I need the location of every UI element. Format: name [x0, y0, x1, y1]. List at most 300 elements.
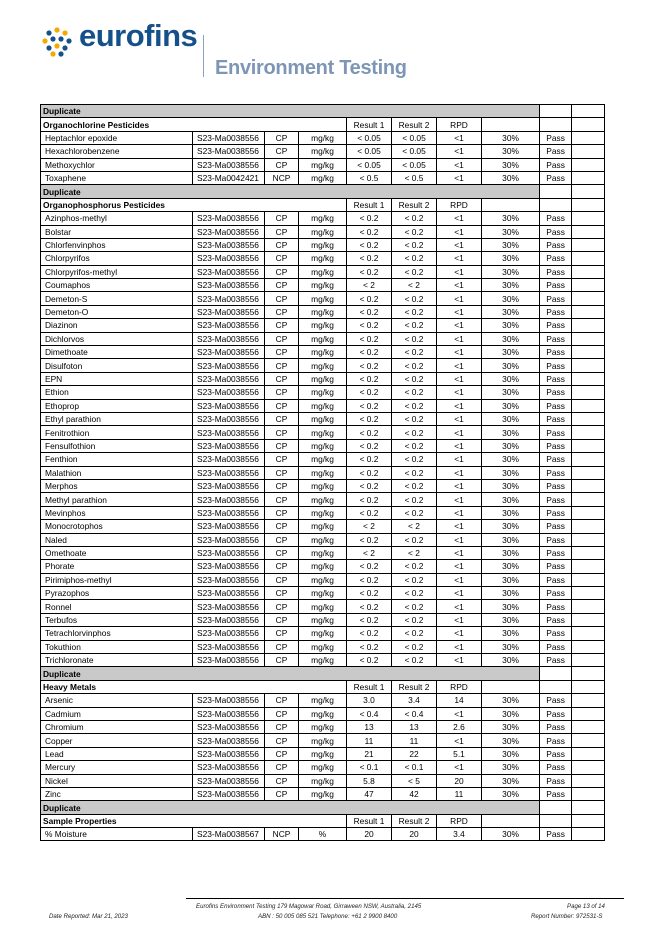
units: mg/kg: [299, 573, 347, 586]
units: mg/kg: [299, 439, 347, 452]
sample-type: CP: [265, 346, 299, 359]
rpd: <1: [437, 145, 482, 158]
table-row: [41, 372, 605, 385]
result-2: 13: [392, 720, 437, 733]
sample-type: CP: [265, 212, 299, 225]
rpd-limit: 30%: [482, 734, 540, 747]
rpd-limit: 30%: [482, 439, 540, 452]
units: mg/kg: [299, 774, 347, 787]
sample-type: CP: [265, 158, 299, 171]
analyte-name: EPN: [41, 372, 193, 385]
sample-type: CP: [265, 640, 299, 653]
result-2: < 0.1: [392, 761, 437, 774]
result-2: < 0.2: [392, 332, 437, 345]
rpd-limit: 30%: [482, 359, 540, 372]
analyte-name: Ethoprop: [41, 399, 193, 412]
pass-fail: Pass: [540, 212, 572, 225]
sample-type: CP: [265, 265, 299, 278]
column-header: Result 1: [347, 198, 392, 211]
rpd-limit: 30%: [482, 212, 540, 225]
footer-page-number: Page 13 of 14: [567, 903, 605, 910]
lab-sample-id: S23-Ma0038556: [193, 573, 265, 586]
pass-fail: Pass: [540, 654, 572, 667]
analyte-name: Fenitrothion: [41, 426, 193, 439]
units: mg/kg: [299, 587, 347, 600]
result-1: 3.0: [347, 694, 392, 707]
pass-fail: Pass: [540, 359, 572, 372]
result-2: < 0.2: [392, 533, 437, 546]
lab-sample-id: S23-Ma0038556: [193, 238, 265, 251]
table-row: [41, 386, 605, 399]
rpd: <1: [437, 158, 482, 171]
result-1: < 0.2: [347, 506, 392, 519]
rpd-limit: 30%: [482, 761, 540, 774]
rpd-limit: 30%: [482, 600, 540, 613]
rpd: 3.4: [437, 828, 482, 841]
blank-cell: [572, 265, 605, 278]
blank-cell: [540, 814, 572, 827]
sample-type: CP: [265, 546, 299, 559]
table-row: [41, 479, 605, 492]
column-header: Result 1: [347, 814, 392, 827]
rpd: <1: [437, 761, 482, 774]
result-1: 13: [347, 720, 392, 733]
table-row: [41, 546, 605, 559]
footer-divider: [186, 898, 624, 899]
units: mg/kg: [299, 238, 347, 251]
blank-cell: [572, 694, 605, 707]
analyte-name: Diazinon: [41, 319, 193, 332]
rpd-limit: 30%: [482, 707, 540, 720]
lab-sample-id: S23-Ma0038556: [193, 654, 265, 667]
lab-sample-id: S23-Ma0038556: [193, 319, 265, 332]
sample-type: CP: [265, 238, 299, 251]
blank-cell: [572, 332, 605, 345]
table-row: [41, 787, 605, 800]
sample-type: CP: [265, 466, 299, 479]
blank-cell: [572, 587, 605, 600]
analyte-name: Fenthion: [41, 453, 193, 466]
table-row: [41, 279, 605, 292]
result-1: 5.8: [347, 774, 392, 787]
table-row: [41, 399, 605, 412]
column-header: Result 2: [392, 680, 437, 693]
blank-cell: [540, 198, 572, 211]
analyte-name: Chlorpyrifos: [41, 252, 193, 265]
pass-fail: Pass: [540, 225, 572, 238]
units: mg/kg: [299, 694, 347, 707]
units: mg/kg: [299, 158, 347, 171]
rpd-limit: 30%: [482, 479, 540, 492]
result-2: 20: [392, 828, 437, 841]
duplicate-header-row: [41, 801, 605, 814]
blank-cell: [482, 118, 540, 131]
sample-type: CP: [265, 131, 299, 144]
blank-cell: [572, 212, 605, 225]
blank-cell: [572, 560, 605, 573]
blank-cell: [572, 386, 605, 399]
rpd-limit: 30%: [482, 720, 540, 733]
result-2: < 0.2: [392, 506, 437, 519]
rpd-limit: 30%: [482, 573, 540, 586]
lab-sample-id: S23-Ma0038556: [193, 158, 265, 171]
logo-wordmark: eurofins: [79, 18, 198, 53]
result-1: < 0.2: [347, 372, 392, 385]
sample-type: NCP: [265, 171, 299, 184]
pass-fail: Pass: [540, 372, 572, 385]
table-row: [41, 292, 605, 305]
rpd-limit: 30%: [482, 265, 540, 278]
analyte-name: Tetrachlorvinphos: [41, 627, 193, 640]
analyte-name: Arsenic: [41, 694, 193, 707]
table-row: [41, 252, 605, 265]
blank-cell: [572, 185, 605, 198]
rpd-limit: 30%: [482, 158, 540, 171]
duplicate-label: Duplicate: [41, 667, 540, 680]
column-header: Result 2: [392, 118, 437, 131]
blank-cell: [572, 225, 605, 238]
blank-cell: [482, 680, 540, 693]
blank-cell: [572, 292, 605, 305]
lab-sample-id: S23-Ma0038556: [193, 734, 265, 747]
units: mg/kg: [299, 212, 347, 225]
table-row: [41, 131, 605, 144]
blank-cell: [572, 627, 605, 640]
rpd-limit: 30%: [482, 279, 540, 292]
blank-cell: [572, 305, 605, 318]
sample-type: NCP: [265, 828, 299, 841]
analyte-name: Tokuthion: [41, 640, 193, 653]
rpd: <1: [437, 453, 482, 466]
rpd-limit: 30%: [482, 747, 540, 760]
qc-results-table: [40, 104, 605, 841]
table-row: [41, 453, 605, 466]
result-1: < 0.2: [347, 359, 392, 372]
analyte-name: Ethyl parathion: [41, 412, 193, 425]
rpd-limit: 30%: [482, 252, 540, 265]
lab-sample-id: S23-Ma0038556: [193, 747, 265, 760]
rpd: <1: [437, 533, 482, 546]
blank-cell: [482, 814, 540, 827]
blank-cell: [572, 680, 605, 693]
result-2: < 0.2: [392, 359, 437, 372]
blank-cell: [572, 613, 605, 626]
pass-fail: Pass: [540, 265, 572, 278]
lab-sample-id: S23-Ma0038556: [193, 694, 265, 707]
footer-report-number: Report Number: 972531-S: [531, 913, 603, 920]
table-row: [41, 493, 605, 506]
analyte-name: Heptachlor epoxide: [41, 131, 193, 144]
lab-sample-id: S23-Ma0038556: [193, 453, 265, 466]
blank-cell: [540, 185, 572, 198]
lab-sample-id: S23-Ma0038556: [193, 372, 265, 385]
analyte-name: Pirimiphos-methyl: [41, 573, 193, 586]
result-2: < 0.2: [392, 439, 437, 452]
units: mg/kg: [299, 720, 347, 733]
column-header: RPD: [437, 118, 482, 131]
blank-cell: [572, 814, 605, 827]
blank-cell: [572, 573, 605, 586]
table-row: [41, 600, 605, 613]
table-row: [41, 359, 605, 372]
logo-subtitle: Environment Testing: [215, 57, 407, 79]
rpd: <1: [437, 265, 482, 278]
sample-type: CP: [265, 506, 299, 519]
pass-fail: Pass: [540, 613, 572, 626]
result-2: < 0.2: [392, 252, 437, 265]
pass-fail: Pass: [540, 305, 572, 318]
blank-cell: [572, 707, 605, 720]
units: mg/kg: [299, 346, 347, 359]
table-row: [41, 520, 605, 533]
result-1: < 0.2: [347, 439, 392, 452]
rpd-limit: 30%: [482, 774, 540, 787]
units: mg/kg: [299, 654, 347, 667]
result-1: < 2: [347, 279, 392, 292]
sample-type: CP: [265, 426, 299, 439]
analyte-name: Methoxychlor: [41, 158, 193, 171]
units: mg/kg: [299, 453, 347, 466]
rpd-limit: 30%: [482, 546, 540, 559]
result-1: < 2: [347, 546, 392, 559]
lab-sample-id: S23-Ma0038556: [193, 292, 265, 305]
rpd: <1: [437, 359, 482, 372]
blank-cell: [572, 546, 605, 559]
rpd-limit: 30%: [482, 399, 540, 412]
table-row: [41, 265, 605, 278]
result-1: < 0.2: [347, 265, 392, 278]
analyte-name: Dimethoate: [41, 346, 193, 359]
table-row: [41, 707, 605, 720]
rpd: <1: [437, 386, 482, 399]
lab-sample-id: S23-Ma0038556: [193, 707, 265, 720]
lab-sample-id: S23-Ma0038556: [193, 399, 265, 412]
rpd-limit: 30%: [482, 145, 540, 158]
table-row: [41, 828, 605, 841]
result-1: < 0.2: [347, 305, 392, 318]
result-1: < 0.2: [347, 319, 392, 332]
result-2: < 0.2: [392, 426, 437, 439]
rpd: 2.6: [437, 720, 482, 733]
rpd: <1: [437, 131, 482, 144]
rpd: <1: [437, 546, 482, 559]
table-row: [41, 747, 605, 760]
sample-type: CP: [265, 707, 299, 720]
result-1: < 0.2: [347, 466, 392, 479]
sample-type: CP: [265, 386, 299, 399]
result-2: < 0.2: [392, 654, 437, 667]
result-1: < 0.2: [347, 640, 392, 653]
pass-fail: Pass: [540, 533, 572, 546]
lab-sample-id: S23-Ma0038556: [193, 412, 265, 425]
sample-type: CP: [265, 520, 299, 533]
analyte-name: Demeton-O: [41, 305, 193, 318]
sample-type: CP: [265, 412, 299, 425]
blank-cell: [572, 640, 605, 653]
lab-sample-id: S23-Ma0038556: [193, 560, 265, 573]
pass-fail: Pass: [540, 131, 572, 144]
analyte-name: Lead: [41, 747, 193, 760]
pass-fail: Pass: [540, 600, 572, 613]
rpd: <1: [437, 292, 482, 305]
rpd-limit: 30%: [482, 654, 540, 667]
blank-cell: [572, 654, 605, 667]
rpd: <1: [437, 252, 482, 265]
column-header: Result 1: [347, 680, 392, 693]
analyte-name: Mevinphos: [41, 506, 193, 519]
lab-sample-id: S23-Ma0038556: [193, 720, 265, 733]
result-2: < 0.2: [392, 225, 437, 238]
rpd: <1: [437, 613, 482, 626]
result-2: < 0.5: [392, 171, 437, 184]
duplicate-header-row: [41, 667, 605, 680]
table-row: [41, 426, 605, 439]
rpd-limit: 30%: [482, 506, 540, 519]
result-1: < 0.2: [347, 453, 392, 466]
rpd: <1: [437, 305, 482, 318]
table-row: [41, 640, 605, 653]
sample-type: CP: [265, 279, 299, 292]
units: mg/kg: [299, 319, 347, 332]
duplicate-label: Duplicate: [41, 185, 540, 198]
result-1: < 0.2: [347, 493, 392, 506]
pass-fail: Pass: [540, 346, 572, 359]
units: mg/kg: [299, 627, 347, 640]
pass-fail: Pass: [540, 828, 572, 841]
pass-fail: Pass: [540, 627, 572, 640]
result-1: < 0.2: [347, 212, 392, 225]
rpd: <1: [437, 372, 482, 385]
rpd-limit: 30%: [482, 292, 540, 305]
table-row: [41, 627, 605, 640]
table-row: [41, 720, 605, 733]
lab-sample-id: S23-Ma0038556: [193, 520, 265, 533]
blank-cell: [540, 105, 572, 118]
analyte-name: Disulfoton: [41, 359, 193, 372]
analyte-name: Fensulfothion: [41, 439, 193, 452]
result-1: < 0.05: [347, 158, 392, 171]
units: mg/kg: [299, 171, 347, 184]
result-2: < 0.05: [392, 145, 437, 158]
pass-fail: Pass: [540, 560, 572, 573]
analyte-name: Demeton-S: [41, 292, 193, 305]
pass-fail: Pass: [540, 158, 572, 171]
result-2: 11: [392, 734, 437, 747]
pass-fail: Pass: [540, 292, 572, 305]
result-2: < 0.2: [392, 412, 437, 425]
lab-sample-id: S23-Ma0042421: [193, 171, 265, 184]
units: mg/kg: [299, 225, 347, 238]
sample-type: CP: [265, 439, 299, 452]
rpd: <1: [437, 506, 482, 519]
sample-type: CP: [265, 533, 299, 546]
analyte-name: Merphos: [41, 479, 193, 492]
units: mg/kg: [299, 399, 347, 412]
rpd-limit: 30%: [482, 787, 540, 800]
footer-address: Eurofins Environment Testing 179 Magowar Road, Girraween NSW, Australia, 2145: [196, 903, 422, 910]
blank-cell: [572, 667, 605, 680]
rpd-limit: 30%: [482, 587, 540, 600]
column-header: RPD: [437, 814, 482, 827]
blank-cell: [572, 238, 605, 251]
result-2: < 0.05: [392, 131, 437, 144]
result-1: < 0.2: [347, 332, 392, 345]
rpd-limit: 30%: [482, 640, 540, 653]
units: mg/kg: [299, 332, 347, 345]
table-row: [41, 654, 605, 667]
lab-sample-id: S23-Ma0038556: [193, 627, 265, 640]
rpd-limit: 30%: [482, 426, 540, 439]
units: mg/kg: [299, 787, 347, 800]
result-1: < 0.2: [347, 533, 392, 546]
rpd: 5.1: [437, 747, 482, 760]
blank-cell: [572, 774, 605, 787]
rpd: <1: [437, 587, 482, 600]
rpd: <1: [437, 734, 482, 747]
table-row: [41, 332, 605, 345]
rpd-limit: 30%: [482, 171, 540, 184]
pass-fail: Pass: [540, 734, 572, 747]
analyte-name: Zinc: [41, 787, 193, 800]
result-2: < 0.2: [392, 600, 437, 613]
analyte-name: Toxaphene: [41, 171, 193, 184]
blank-cell: [540, 667, 572, 680]
blank-cell: [572, 279, 605, 292]
rpd: <1: [437, 279, 482, 292]
result-2: < 0.2: [392, 305, 437, 318]
table-row: [41, 573, 605, 586]
rpd-limit: 30%: [482, 627, 540, 640]
units: mg/kg: [299, 479, 347, 492]
result-1: < 0.2: [347, 613, 392, 626]
pass-fail: Pass: [540, 520, 572, 533]
analyte-name: Trichloronate: [41, 654, 193, 667]
result-1: < 0.4: [347, 707, 392, 720]
section-title: Organophosphorus Pesticides: [41, 198, 347, 211]
units: mg/kg: [299, 707, 347, 720]
result-2: < 0.05: [392, 158, 437, 171]
sample-type: CP: [265, 694, 299, 707]
blank-cell: [572, 412, 605, 425]
units: mg/kg: [299, 412, 347, 425]
lab-sample-id: S23-Ma0038556: [193, 305, 265, 318]
result-2: < 5: [392, 774, 437, 787]
section-title-row: [41, 118, 605, 131]
sample-type: CP: [265, 747, 299, 760]
result-2: 42: [392, 787, 437, 800]
analyte-name: Nickel: [41, 774, 193, 787]
result-1: < 0.2: [347, 412, 392, 425]
units: mg/kg: [299, 359, 347, 372]
result-1: 11: [347, 734, 392, 747]
rpd-limit: 30%: [482, 225, 540, 238]
result-2: < 0.2: [392, 560, 437, 573]
units: mg/kg: [299, 426, 347, 439]
analyte-name: Monocrotophos: [41, 520, 193, 533]
result-1: < 2: [347, 520, 392, 533]
rpd-limit: 30%: [482, 493, 540, 506]
table-row: [41, 734, 605, 747]
sample-type: CP: [265, 774, 299, 787]
table-row: [41, 439, 605, 452]
sample-type: CP: [265, 225, 299, 238]
result-2: < 0.2: [392, 319, 437, 332]
analyte-name: Methyl parathion: [41, 493, 193, 506]
rpd-limit: 30%: [482, 520, 540, 533]
blank-cell: [572, 439, 605, 452]
result-1: < 0.2: [347, 399, 392, 412]
result-1: < 0.2: [347, 225, 392, 238]
